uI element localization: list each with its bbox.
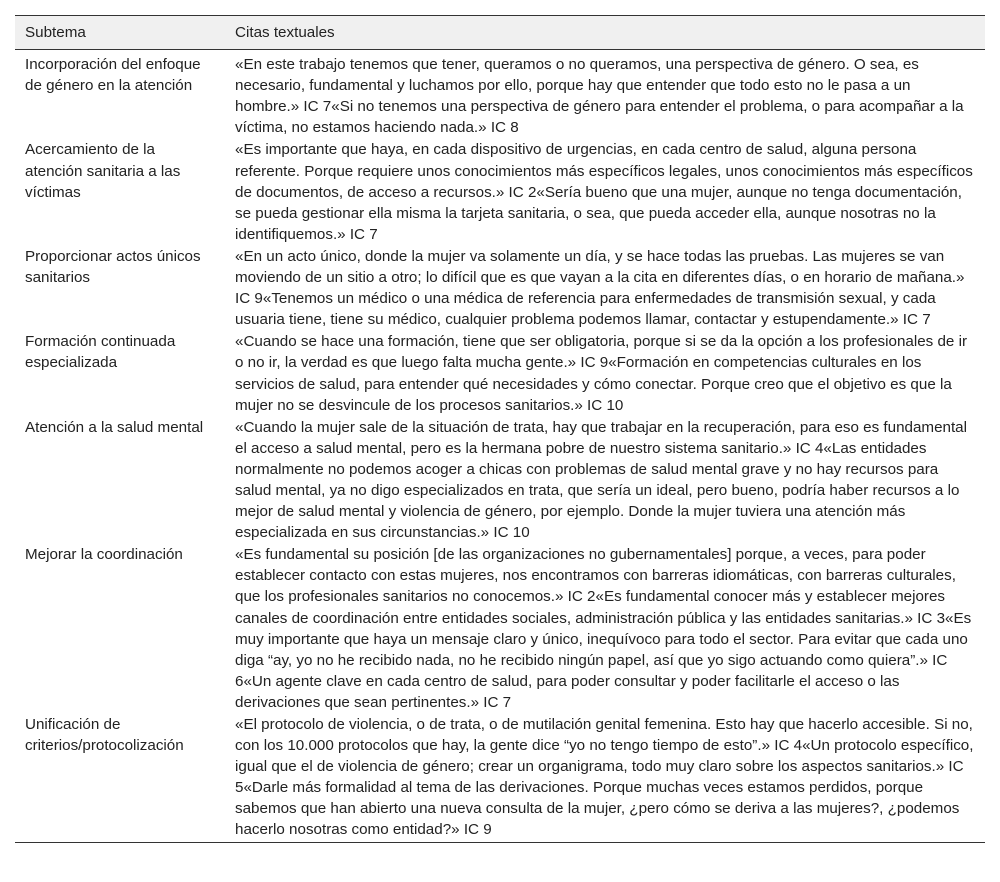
citas-cell: «Es fundamental su posición [de las organizaciones no gubernamentales] porque, a veces, para poder establecer contacto con estas mujeres, nos encontramos con barreras idiomáticas, con barreras culturales, que los profesionales sanitarios no conocemos.» IC 2«Es fundamental conocer más y establecer mejores canales de coordinación entre entidades sociales, administración pública y las entidades sanitarias.» IC 3«Es muy importante que haya un mensaje claro y único, inequívoco para todo el sector. Para evitar que cada uno diga “ay, yo no he recibido nada, no he recibido ningún papel, así que yo sigo actuando como quiera”.» IC 6«Un agente clave en cada centro de salud, para poder consultar y poder facilitarle el acceso o las derivaciones que sean pertinentes.» IC 7 xyxy=(235,546,972,711)
table-row xyxy=(15,543,985,713)
subtema-cell: Atención a la salud mental xyxy=(25,418,204,436)
table-body xyxy=(15,50,985,842)
header-row xyxy=(15,16,985,50)
table-row xyxy=(15,245,985,330)
subtema-cell: Acercamiento de la atención sanitaria a las víctimas xyxy=(25,141,181,201)
header-subtema: Subtema xyxy=(15,16,225,50)
table-header xyxy=(15,16,985,50)
citas-cell: «Es importante que haya, en cada dispositivo de urgencias, en cada centro de salud, alguna persona referente. Porque requiere unos conocimientos más específicos legales, unos conocimientos más específicos de documentos, de acceso a recursos.» IC 2«Sería bueno que una mujer, aunque no tenga documentación, se pueda gestionar ella misma la tarjeta sanitaria, o sea, que pueda acceder ella, aunque nosotras no la identifiquemos.» IC 7 xyxy=(235,141,973,243)
citas-cell: «El protocolo de violencia, o de trata, o de mutilación genital femenina. Esto hay que hacerlo accesible. Si no, con los 10.000 protocolos que hay, la gente dice “yo no tengo tiempo de esto”.» IC 4«Un protocolo específico, igual que el de violencia de género; crear un organigrama, todo muy claro sobre los aspectos sanitarios.» IC 5«Darle más formalidad al tema de las derivaciones. Porque muchas veces estamos perdidos, porque sabemos que han abierto una nueva consulta de la mujer, ¿pero cómo se deriva a las mujeres?, ¿podemos hacerlo nosotras como entidad?» IC 9 xyxy=(225,713,985,842)
citas-cell: «Cuando la mujer sale de la situación de trata, hay que trabajar en la recuperación, para eso es fundamental el acceso a salud mental, pero es la hermana pobre de nuestro sistema sanitario.» IC 4«Las entidades normalmente no podemos acoger a chicas con problemas de salud mental grave y no hay recursos para salud mental, ya no digo especializados en trata, que sería un ideal, pero bueno, podría haber recursos a lo mejor de salud mental y violencia de género, por ejemplo. Donde la mujer tuviera una atención más especializada en sus circunstancias.» IC 10 xyxy=(235,418,968,542)
header-citas: Citas textuales xyxy=(225,16,985,50)
table-row xyxy=(15,713,985,842)
table-row xyxy=(15,138,985,244)
table-row xyxy=(15,50,985,139)
subtema-cell: Incorporación del enfoque de género en la atención xyxy=(25,56,201,95)
subtema-cell: Formación continuada especializada xyxy=(25,333,176,372)
subtema-cell: Mejorar la coordinación xyxy=(25,546,183,564)
table-row xyxy=(15,330,985,415)
subtema-cell: Proporcionar actos únicos sanitarios xyxy=(25,247,201,287)
subtema-cell: Unificación de criterios/protocolización xyxy=(15,713,225,842)
table-row xyxy=(15,416,985,544)
quotes-table-container xyxy=(15,15,985,843)
citas-cell: «En un acto único, donde la mujer va solamente un día, y se hace todas las pruebas. Las mujeres se van moviendo de un sitio a otro; lo difícil que es que vayan a la cita en diferentes días, o en horario de mañana.» IC 9«Tenemos un médico o una médica de referencia para enfermedades de transmisión sexual, y cada usuaria tiene, tiene su médico, cualquier problema podemos llamar, contactar y estupendamente.» IC 7 xyxy=(235,247,965,329)
citas-cell: «Cuando se hace una formación, tiene que ser obligatoria, porque si se da la opción a los profesionales de ir o no ir, la verdad es que luego falta mucha gente.» IC 9«Formación en competencias culturales en los servicios de salud, para entender qué necesidades y cómo conectar. Porque creo que el objetivo es que la mujer no se desvincule de los procesos sanitarios.» IC 10 xyxy=(235,333,968,414)
quotes-table xyxy=(15,15,985,843)
citas-cell: «En este trabajo tenemos que tener, queramos o no queramos, una perspectiva de género. O sea, es necesario, fundamental y luchamos por ello, porque hay que entender que todo esto no le pasa a un hombre.» IC 7«Si no tenemos una perspectiva de género para entender el problema, o para acompañar a la víctima, no estamos haciendo nada.» IC 8 xyxy=(235,56,964,137)
